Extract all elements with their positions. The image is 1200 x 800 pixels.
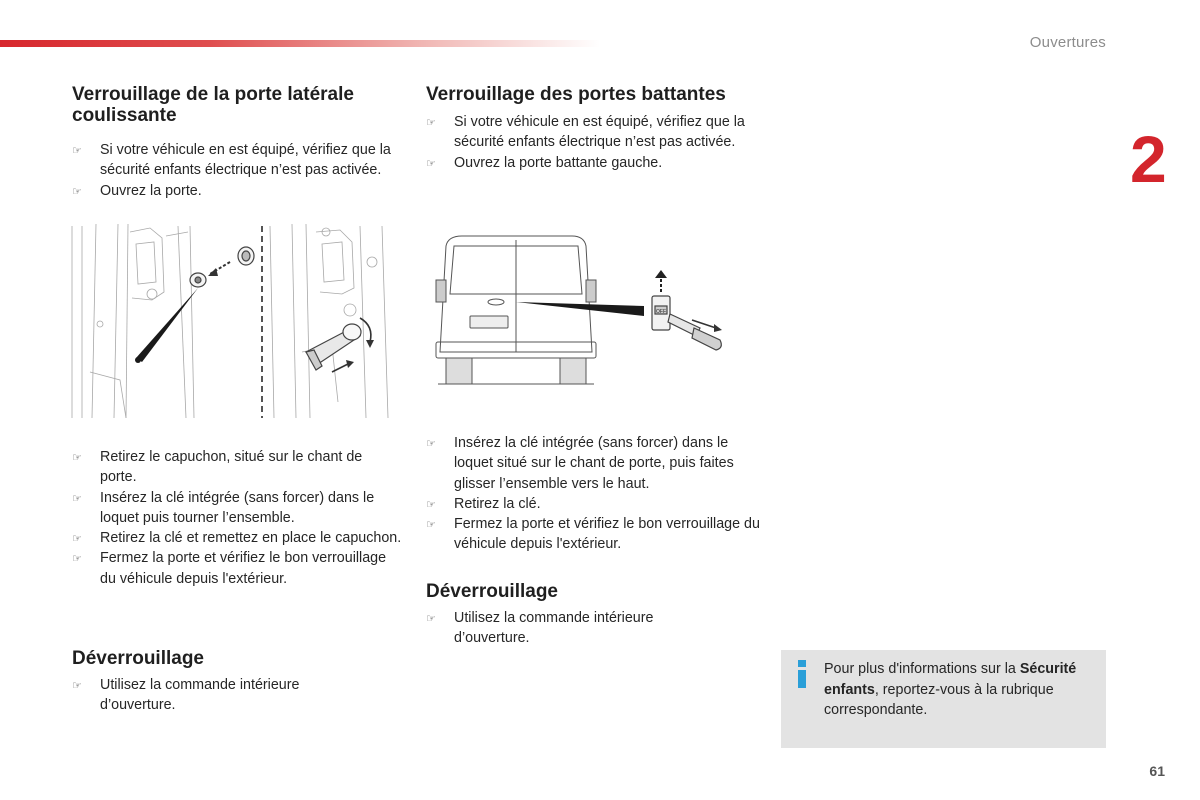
list-item: ☞ Retirez la clé et remettez en place le capuchon. xyxy=(72,528,402,548)
info-text: Pour plus d'informations sur la Sécurité enfants, reportez-vous à la rubrique correspondante. xyxy=(824,661,1077,718)
swing-doors-steps xyxy=(426,433,766,555)
list-item: ☞ Insérez la clé intégrée (sans forcer) dans le loquet puis tourner l’ensemble. xyxy=(72,489,375,526)
list-item: ☞ Insérez la clé intégrée (sans forcer) dans le loquet situé sur le chant de porte, puis faites glisser l’ensemble vers le haut. xyxy=(426,435,734,492)
pointing-hand-icon: ☞ xyxy=(426,519,436,532)
list-item: ☞ Retirez la clé. xyxy=(426,494,766,514)
pointing-hand-icon: ☞ xyxy=(72,452,82,464)
page-number: 61 xyxy=(1149,763,1165,779)
sliding-door-steps-intro xyxy=(72,140,402,201)
sliding-door-unlock-title: Déverrouillage xyxy=(72,648,204,669)
pointing-hand-icon: ☞ xyxy=(72,185,82,198)
sliding-door-title: Verrouillage de la porte latérale coulissante xyxy=(72,84,354,126)
section-title: Ouvertures xyxy=(1029,34,1106,51)
info-box xyxy=(781,650,1106,748)
middle-column xyxy=(426,84,766,173)
swing-doors-title: Verrouillage des portes battantes xyxy=(426,84,726,105)
chapter-number: 2 xyxy=(1130,122,1167,196)
swing-doors-unlock-steps xyxy=(426,608,726,649)
list-item: ☞ Ouvrez la porte. xyxy=(72,181,402,201)
list-item: ☞ Retirez le capuchon, situé sur le chant de porte. xyxy=(72,449,363,486)
swing-doors-unlock-title: Déverrouillage xyxy=(426,581,558,602)
pointing-hand-icon: ☞ xyxy=(426,498,436,511)
sliding-door-steps xyxy=(72,447,402,589)
swing-doors-lock-illustration xyxy=(432,232,732,392)
pointing-hand-icon: ☞ xyxy=(72,145,82,157)
list-item: ☞ Si votre véhicule en est équipé, vérifiez que la sécurité enfants électrique n’est pas activée. xyxy=(426,114,745,151)
list-item: ☞ Ouvrez la porte battante gauche. xyxy=(426,153,766,173)
list-item: ☞ Fermez la porte et vérifiez le bon verrouillage du véhicule depuis l'extérieur. xyxy=(72,550,387,587)
pointing-hand-icon: ☞ xyxy=(426,438,436,450)
sliding-door-lock-illustration xyxy=(70,222,394,422)
list-item: ☞ Utilisez la commande intérieure d’ouverture. xyxy=(426,610,654,647)
pointing-hand-icon: ☞ xyxy=(72,553,82,566)
list-item: ☞ Utilisez la commande intérieure d’ouverture. xyxy=(72,677,300,714)
pointing-hand-icon: ☞ xyxy=(426,117,436,129)
info-icon xyxy=(795,660,809,688)
swing-doors-steps-intro xyxy=(426,112,766,173)
header-accent-bar xyxy=(0,40,600,47)
list-item: ☞ Fermez la porte et vérifiez le bon verrouillage du véhicule depuis l'extérieur. xyxy=(426,516,760,553)
pointing-hand-icon: ☞ xyxy=(426,157,436,170)
left-column xyxy=(72,84,402,201)
pointing-hand-icon: ☞ xyxy=(72,533,82,546)
pointing-hand-icon: ☞ xyxy=(72,492,82,505)
off-label: OFF xyxy=(656,309,666,315)
pointing-hand-icon: ☞ xyxy=(72,680,82,692)
list-item: ☞ Si votre véhicule en est équipé, vérifiez que la sécurité enfants électrique n’est pas activée. xyxy=(72,142,391,179)
info-link-term: Sécurité enfants xyxy=(824,661,1077,698)
sliding-door-unlock-steps xyxy=(72,675,372,716)
pointing-hand-icon: ☞ xyxy=(426,613,436,625)
